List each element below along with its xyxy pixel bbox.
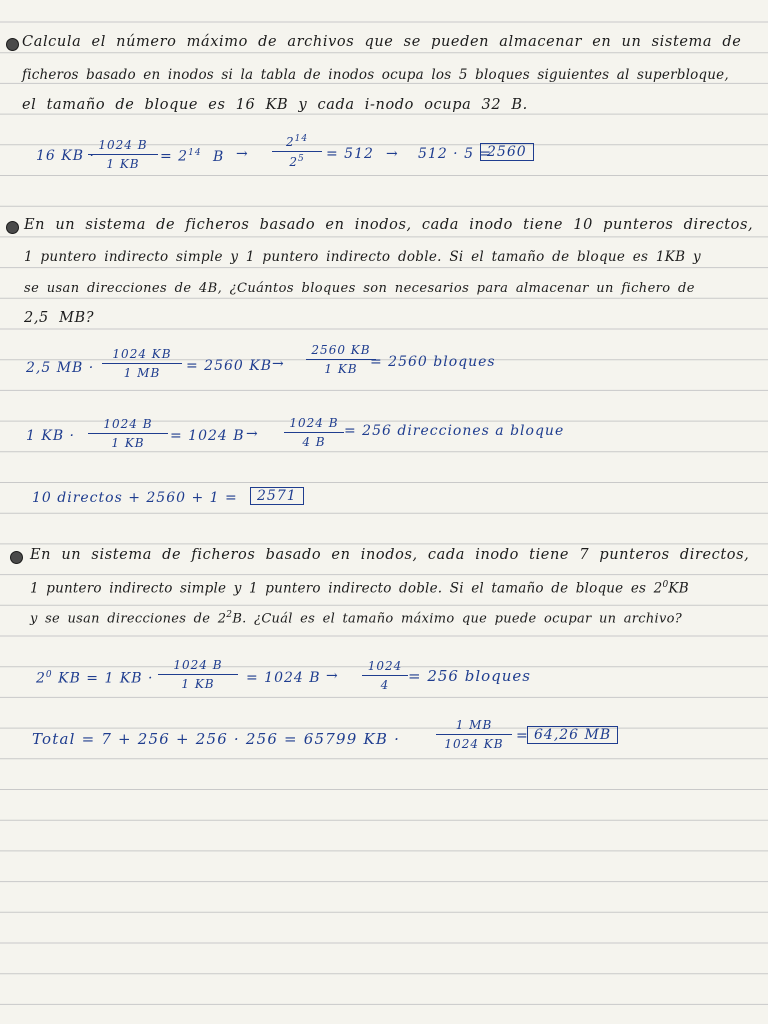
q3-line-2 xyxy=(30,580,689,597)
q1-f2-den-exp: 5 xyxy=(297,154,305,164)
question-bullet-1 xyxy=(6,38,19,51)
q1-eq2: = 512 xyxy=(326,146,374,162)
q2-calc1-result: = 2560 bloques xyxy=(370,354,496,370)
q1-unit1: B xyxy=(213,148,225,165)
q2-calc1-fraction-2 xyxy=(306,343,376,376)
q2-line-1: En un sistema de ficheros basado en inodos, cada inodo tiene 10 punteros directos, xyxy=(24,217,754,233)
q3-calc2-text: Total = 7 + 256 + 256 · 256 = 65799 KB · xyxy=(32,730,401,748)
q3-line-3a: y se usan direcciones de 2 xyxy=(30,611,227,627)
q3-c1-frac-den: 1 KB xyxy=(181,677,215,691)
q3-c1-rest: KB = 1 KB · xyxy=(58,670,154,687)
fraction-bar xyxy=(284,432,344,433)
q2-line-4: 2,5 MB? xyxy=(24,310,95,326)
q2-calc1-lhs: 2,5 MB · xyxy=(26,360,95,376)
q2-line-2: 1 puntero indirecto simple y 1 puntero indirecto doble. Si el tamaño de bloque es 1KB y xyxy=(24,249,701,265)
q3-line-2-exp: 0 xyxy=(662,580,669,590)
q2-calc2-fraction-2 xyxy=(284,416,344,449)
q2-result-box: 2571 xyxy=(250,487,304,505)
q3-calc2-fraction xyxy=(436,718,512,751)
q2-c1-f2-den: 1 KB xyxy=(324,362,358,376)
q2-calc2-lhs: 1 KB · xyxy=(26,428,76,444)
q2-c1-frac-num: 1024 KB xyxy=(112,347,172,361)
q1-frac-den: 1 KB xyxy=(106,157,140,171)
fraction-bar xyxy=(436,734,512,735)
q1-frac-num: 1024 B xyxy=(98,138,148,152)
q3-line-2a: 1 puntero indirecto simple y 1 puntero indirecto doble. Si el tamaño de bloque es 2 xyxy=(30,580,663,597)
q1-f2-num-base: 2 xyxy=(285,135,295,149)
q3-calc1-fraction-2 xyxy=(362,659,408,692)
fraction-bar xyxy=(306,359,376,360)
fraction-bar xyxy=(102,363,182,364)
q2-calc2-result: = 256 direcciones a bloque xyxy=(344,423,565,439)
q1-eq3: 512 · 5 = xyxy=(418,146,493,162)
q1-line-3: el tamaño de bloque es 16 KB y cada i-nodo ocupa 32 B. xyxy=(22,97,528,113)
arrow-icon: → xyxy=(386,146,399,162)
arrow-icon: → xyxy=(326,668,339,684)
q3-calc1-eq: = 1024 B xyxy=(246,670,321,686)
q1-line-1: Calcula el número máximo de archivos que se pueden almacenar en un sistema de xyxy=(22,34,742,50)
q3-calc1-result: = 256 bloques xyxy=(408,667,532,685)
question-bullet-3 xyxy=(10,551,23,564)
q1-f2-den-base: 2 xyxy=(289,155,298,169)
q3-line-3 xyxy=(30,610,682,626)
q1-eq1: = 2 xyxy=(160,148,189,165)
q3-c1-base: 2 xyxy=(36,670,46,687)
q2-calc3-text: 10 directos + 2560 + 1 = xyxy=(32,490,238,506)
fraction-bar xyxy=(88,433,168,434)
q3-c1-f2-num: 1024 xyxy=(367,659,403,673)
q2-c2-f2-den: 4 B xyxy=(302,435,326,449)
arrow-icon: → xyxy=(236,146,249,162)
fraction-bar xyxy=(272,151,322,152)
q3-calc1-fraction xyxy=(158,658,238,691)
q3-c2-frac-den: 1024 KB xyxy=(444,737,504,751)
q3-line-2b: KB xyxy=(668,580,689,597)
q1-result-box: 2560 xyxy=(480,143,534,161)
q3-c1-frac-num: 1024 B xyxy=(173,658,223,672)
q2-calc1-eq: = 2560 KB xyxy=(186,358,273,374)
question-bullet-2 xyxy=(6,221,19,234)
arrow-icon: → xyxy=(272,356,285,372)
q1-calc-power xyxy=(160,148,224,165)
q3-line-3-exp: 2 xyxy=(226,610,233,620)
q1-calc-lhs: 16 KB · xyxy=(36,148,95,164)
q3-c2-frac-num: 1 MB xyxy=(455,718,493,732)
q2-c2-frac-num: 1024 B xyxy=(103,417,153,431)
arrow-icon: → xyxy=(246,426,259,442)
q1-f2-num-exp: 14 xyxy=(294,134,309,144)
q1-calc-fraction-2 xyxy=(272,134,322,169)
q3-calc1-lhs xyxy=(36,670,154,687)
q3-line-3b: B. ¿Cuál es el tamaño máximo que puede ocupar un archivo? xyxy=(232,611,683,627)
q3-calc2-eq: = xyxy=(516,728,529,744)
q2-c2-frac-den: 1 KB xyxy=(111,436,145,450)
q2-c1-f2-num: 2560 KB xyxy=(311,343,371,357)
q2-calc2-eq: = 1024 B xyxy=(170,428,245,444)
q3-c1-f2-den: 4 xyxy=(380,678,390,692)
q2-c1-frac-den: 1 MB xyxy=(123,366,161,380)
q2-c2-f2-num: 1024 B xyxy=(289,416,339,430)
q3-c1-exp: 0 xyxy=(45,670,53,680)
q1-calc-fraction xyxy=(88,138,158,171)
q2-calc2-fraction xyxy=(88,417,168,450)
fraction-bar xyxy=(362,675,408,676)
q2-line-3: se usan direcciones de 4B, ¿Cuántos bloques son necesarios para almacenar un fichero de xyxy=(24,281,695,296)
q1-line-2: ficheros basado en inodos si la tabla de inodos ocupa los 5 bloques siguientes al superbloque, xyxy=(22,67,729,83)
fraction-bar xyxy=(88,154,158,155)
q1-exp1: 14 xyxy=(188,148,202,158)
q2-calc1-fraction xyxy=(102,347,182,380)
q3-line-1: En un sistema de ficheros basado en inodos, cada inodo tiene 7 punteros directos, xyxy=(30,547,750,563)
fraction-bar xyxy=(158,674,238,675)
q3-result-box: 64,26 MB xyxy=(527,726,618,744)
